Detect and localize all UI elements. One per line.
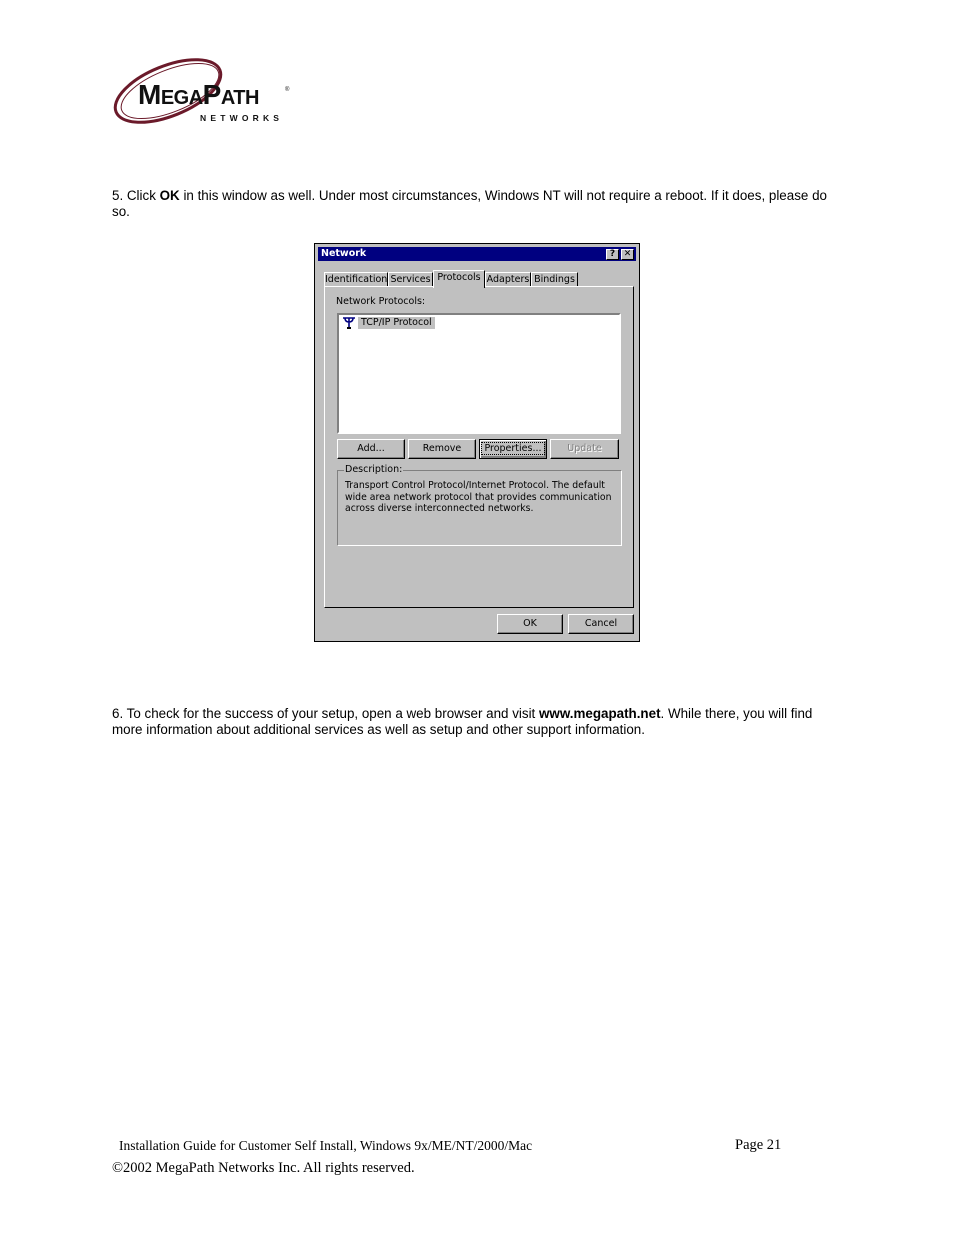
properties-button-label: Properties...: [484, 443, 542, 454]
logo-subtitle: NETWORKS: [200, 113, 284, 123]
properties-button[interactable]: [479, 439, 547, 459]
step-5-paragraph: [112, 188, 832, 220]
logo-wordmark: MegaPath: [138, 79, 259, 110]
description-groupbox: [337, 464, 622, 546]
step-6-paragraph: [112, 706, 832, 738]
tab-identification[interactable]: Identification: [325, 274, 388, 285]
tab-protocols[interactable]: Protocols: [433, 270, 485, 288]
close-button[interactable]: [621, 249, 634, 260]
add-button[interactable]: Add...: [337, 439, 405, 459]
network-dialog: [314, 243, 640, 642]
step-5-suffix: in this window as well. Under most circumstances, Windows NT will not require a reboot. If it does, please do so.: [112, 188, 827, 219]
description-text: Transport Control Protocol/Internet Protocol. The default wide area network protocol that provides communication across diverse interconnected networks.: [345, 480, 612, 514]
tab-bindings[interactable]: Bindings: [531, 272, 578, 287]
footer-page-number: Page 21: [735, 1137, 782, 1153]
footer-guide-title: Installation Guide for Customer Self Install, Windows 9x/ME/NT/2000/Mac: [119, 1138, 533, 1153]
registered-mark: ®: [285, 87, 290, 93]
remove-button[interactable]: Remove: [408, 439, 476, 459]
help-icon: ?: [609, 249, 616, 259]
step-5-ok-bold: OK: [159, 188, 180, 203]
protocols-listbox[interactable]: [337, 313, 621, 434]
megapath-url: www.megapath.net: [539, 706, 661, 721]
update-button: Update: [550, 439, 619, 459]
copyright-icon: ©: [112, 1160, 124, 1176]
step-6-prefix: 6. To check for the success of your setup, open a web browser and visit: [112, 706, 539, 721]
network-protocols-label: Network Protocols:: [336, 296, 426, 307]
tcp-ip-protocol-label: TCP/IP Protocol: [358, 317, 435, 329]
help-button[interactable]: [606, 249, 619, 260]
megapath-logo: [110, 55, 295, 127]
network-protocol-icon: [341, 316, 357, 330]
step-5-prefix: 5. Click: [112, 188, 160, 203]
description-label: Description:: [345, 464, 403, 475]
copyright-text: 2002 MegaPath Networks Inc. All rights reserved.: [123, 1160, 415, 1176]
dialog-titlebar: [318, 247, 636, 261]
ok-button[interactable]: OK: [497, 614, 563, 634]
tab-services[interactable]: Services: [388, 272, 433, 287]
dialog-title: Network: [321, 248, 367, 259]
tab-adapters[interactable]: Adapters: [486, 274, 530, 285]
close-icon: ✕: [623, 249, 632, 259]
footer-copyright: [112, 1160, 415, 1177]
cancel-button[interactable]: Cancel: [568, 614, 634, 634]
step-6-suffix: . While there, you will find more information about additional services as well as setup and other support information.: [112, 706, 813, 737]
